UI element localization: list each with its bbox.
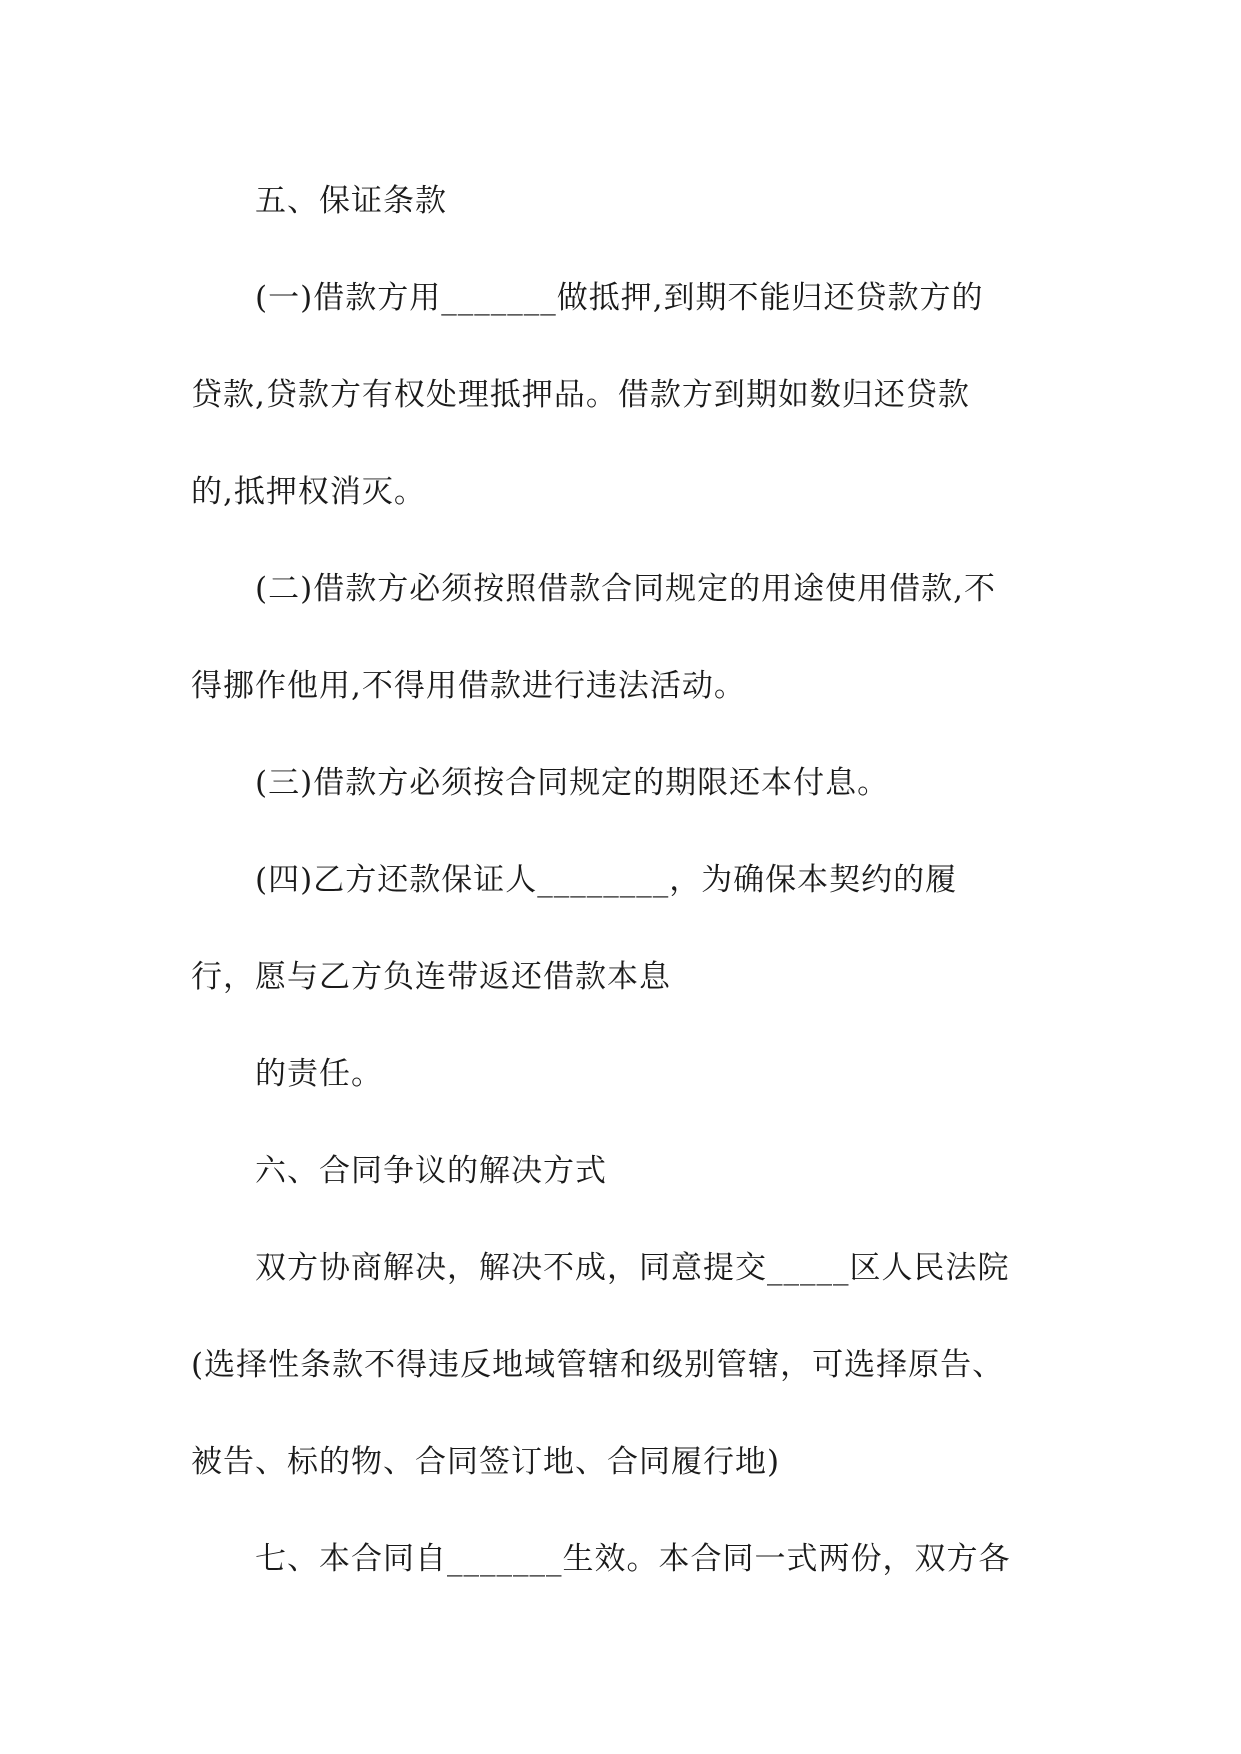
section-6-line-3: 被告、标的物、合同签订地、合同履行地): [191, 1444, 781, 1480]
section-7-line-1: 七、本合同自_______生效。本合同一式两份，双方各: [255, 1541, 1011, 1577]
clause-5-1-line-1: (一)借款方用_______做抵押,到期不能归还贷款方的: [255, 280, 984, 316]
clause-5-2-line-2: 得挪作他用,不得用借款进行违法活动。: [191, 668, 746, 704]
clause-5-3-line-1: (三)借款方必须按合同规定的期限还本付息。: [255, 765, 890, 801]
clause-5-1-line-2: 贷款,贷款方有权处理抵押品。借款方到期如数归还贷款: [191, 377, 970, 413]
clause-5-1-line-3: 的,抵押权消灭。: [191, 474, 426, 510]
clause-5-4-line-3: 的责任。: [255, 1056, 383, 1092]
clause-5-2-line-1: (二)借款方必须按照借款合同规定的用途使用借款,不: [255, 571, 997, 607]
section-6-line-2: (选择性条款不得违反地域管辖和级别管辖，可选择原告、: [191, 1347, 1005, 1383]
section-6-line-1: 双方协商解决，解决不成，同意提交_____区人民法院: [255, 1250, 1010, 1286]
section-6-heading: 六、合同争议的解决方式: [255, 1153, 607, 1189]
clause-5-4-line-2: 行，愿与乙方负连带返还借款本息: [191, 959, 671, 995]
clause-5-4-line-1: (四)乙方还款保证人________，为确保本契约的履: [255, 862, 958, 898]
section-5-heading: 五、保证条款: [255, 183, 447, 219]
